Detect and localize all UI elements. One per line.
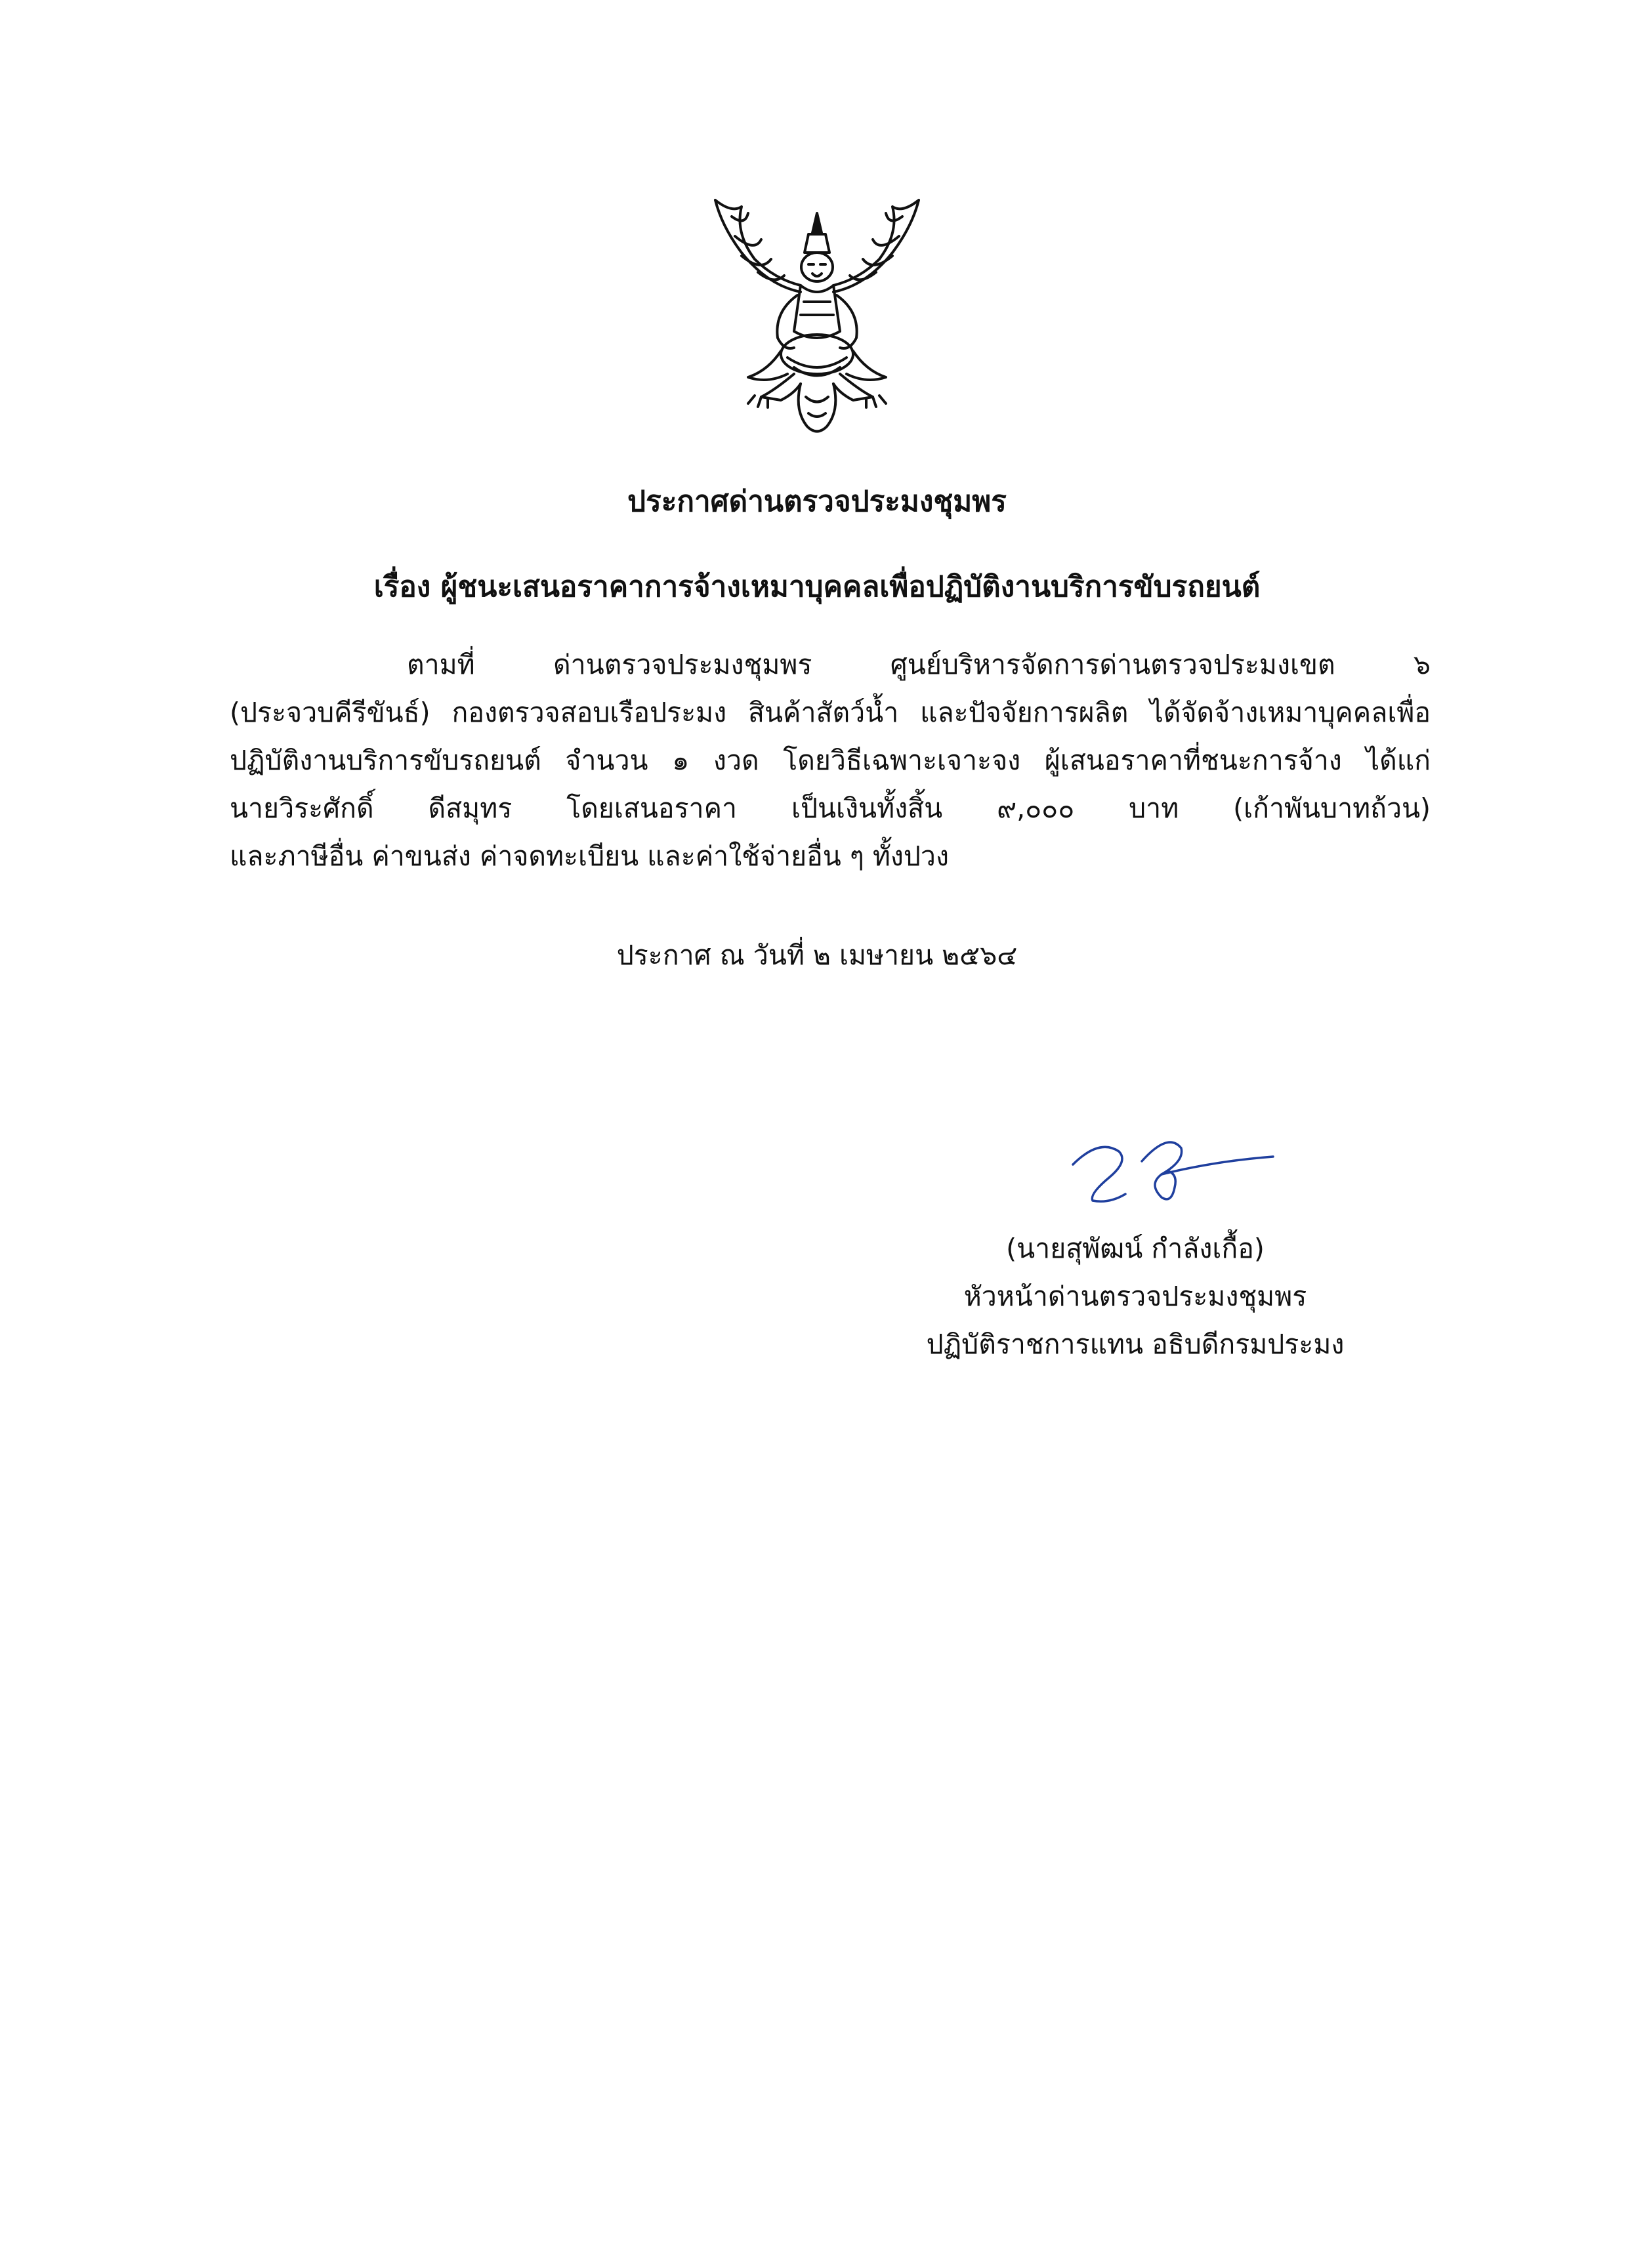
body-line: (ประจวบคีรีขันธ์) กองตรวจสอบเรือประมง สินค้าสัตว์น้ำ และปัจจัยการผลิต ได้จัดจ้างเหมาบุคคลเพื่อ — [230, 697, 1431, 728]
document-subject: เรื่อง ผู้ชนะเสนอราคาการจ้างเหมาบุคคลเพื่อปฏิบัติงานบริการขับรถยนต์ — [373, 570, 1261, 604]
page-title: ประกาศด่านตรวจประมงชุมพร — [627, 485, 1007, 518]
body-line: ตามที่ ด่านตรวจประมงชุมพร ศูนย์บริหารจัดการด่านตรวจประมงเขต ๖ — [407, 649, 1431, 680]
announcement-date: ประกาศ ณ วันที่ ๒ เมษายน ๒๕๖๔ — [616, 939, 1018, 971]
signer-position: หัวหน้าด่านตรวจประมงชุมพร — [963, 1281, 1307, 1312]
garuda-emblem-icon — [696, 187, 938, 443]
body-line: และภาษีอื่น ค่าขนส่ง ค่าจดทะเบียน และค่าใช้จ่ายอื่น ๆ ทั้งปวง — [230, 840, 949, 872]
body-line: นายวิระศักดิ์ ดีสมุทร โดยเสนอราคา เป็นเงินทั้งสิ้น ๙,๐๐๐ บาท (เก้าพันบาทถ้วน) — [230, 793, 1431, 824]
signer-name: (นายสุพัฒน์ กำลังเกื้อ) — [1006, 1233, 1265, 1264]
signer-acting-title: ปฏิบัติราชการแทน อธิบดีกรมประมง — [926, 1329, 1345, 1360]
body-line: ปฏิบัติงานบริการขับรถยนต์ จำนวน ๑ งวด โดยวิธีเฉพาะเจาะจง ผู้เสนอราคาที่ชนะการจ้าง ได้แก่ — [230, 745, 1431, 776]
signature-mark — [1063, 1125, 1280, 1210]
